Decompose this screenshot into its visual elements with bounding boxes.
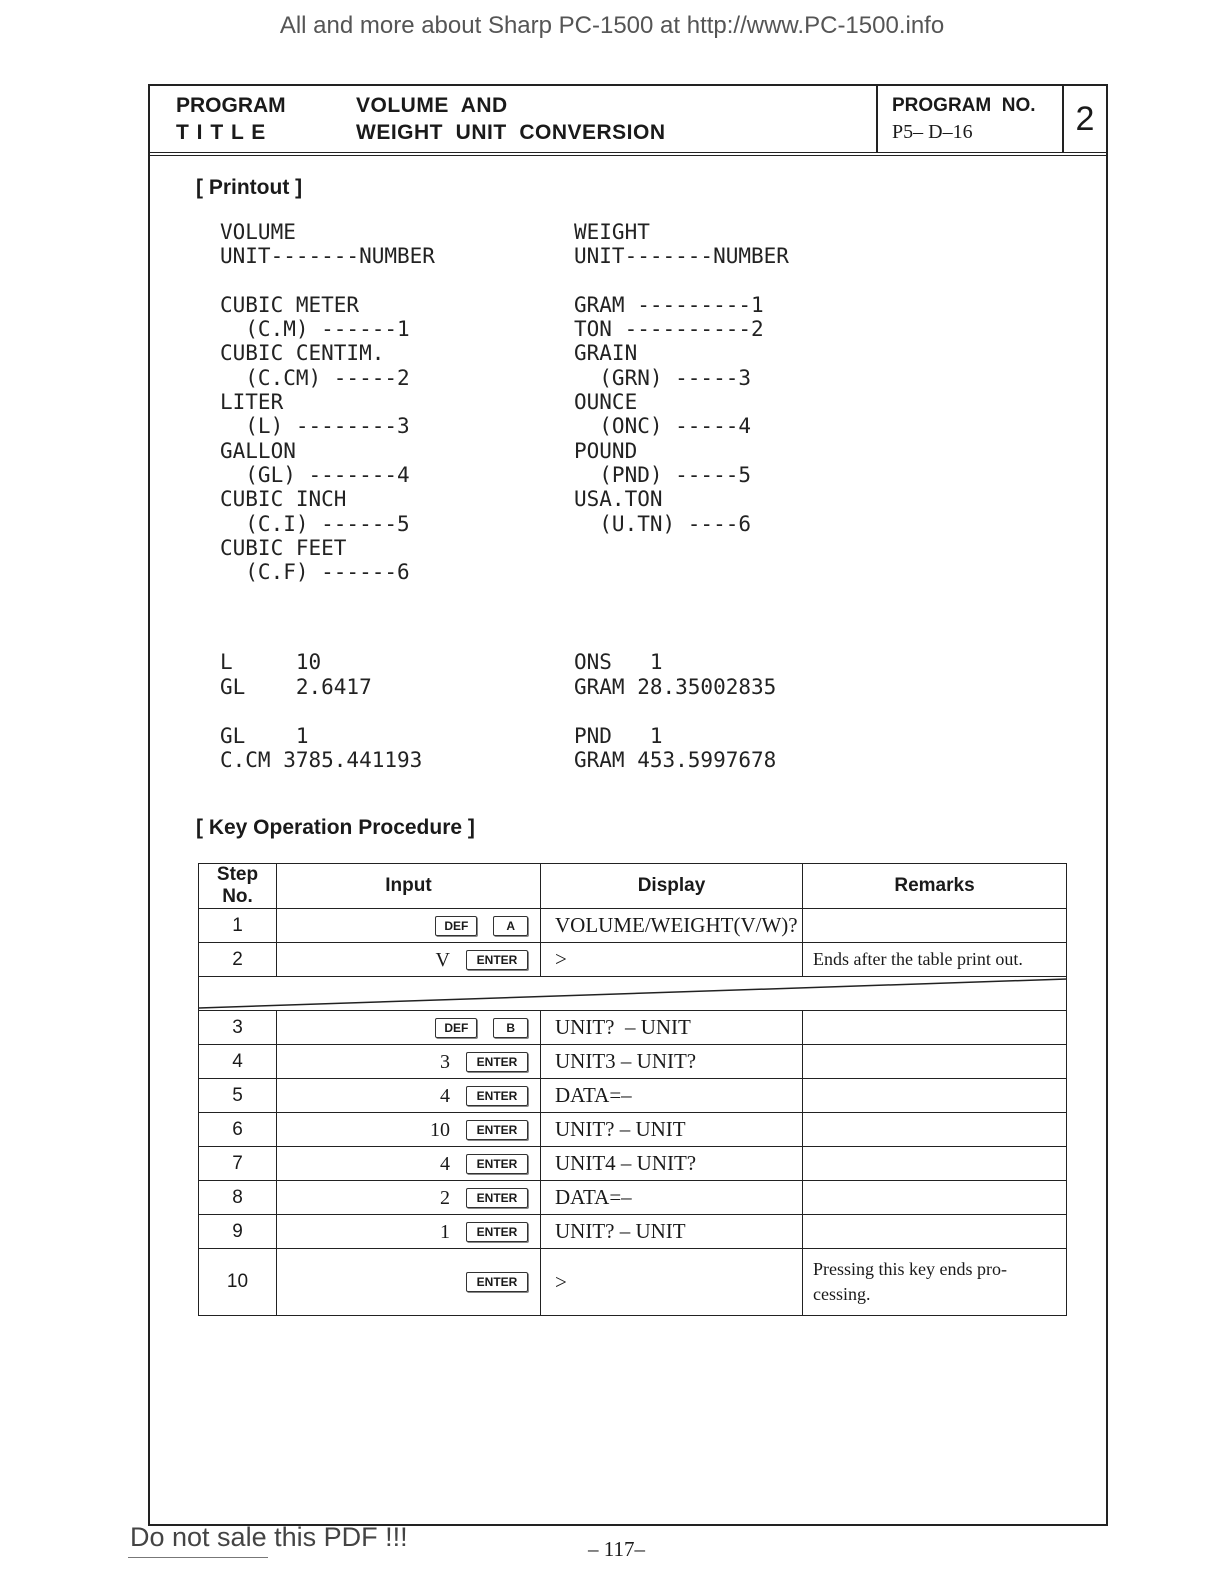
step-display: > — [541, 943, 803, 977]
step-number: 6 — [199, 1113, 277, 1147]
step-input — [277, 1011, 541, 1045]
table-row — [199, 1079, 1067, 1113]
step-input — [277, 909, 541, 943]
input-value: 10 — [430, 1118, 450, 1141]
col-remarks: Remarks — [803, 864, 1067, 909]
step-display: DATA=– — [541, 1079, 803, 1113]
step-remarks — [803, 1147, 1067, 1181]
volume-results: L 10 GL 2.6417 GL 1 C.CM 3785.441193 — [220, 650, 423, 772]
table-row — [199, 1045, 1067, 1079]
footer-notice: Do not sale this PDF !!! — [130, 1522, 408, 1552]
table-row — [199, 1181, 1067, 1215]
printout-heading: [ Printout ] — [196, 176, 303, 199]
step-remarks — [803, 1113, 1067, 1147]
page-number: – 117– — [588, 1537, 645, 1561]
weight-unit-list: WEIGHT UNIT-------NUMBER GRAM ---------1 TON ----------2 GRAIN (GRN) -----3 OUNCE (ONC) -----4 POUND (PND) -----5 USA.TON (U.TN) ----6 — [574, 220, 789, 536]
break-cell — [199, 977, 1067, 1011]
program-code: P5– D–16 — [892, 121, 973, 143]
step-input — [277, 1147, 541, 1181]
program-number-box — [876, 86, 1064, 152]
a-key: A — [493, 916, 528, 936]
step-display: VOLUME/WEIGHT(V/W)? — [541, 909, 803, 943]
enter-key: ENTER — [466, 1154, 528, 1174]
step-input — [277, 1215, 541, 1249]
step-input — [277, 943, 541, 977]
step-number: 3 — [199, 1011, 277, 1045]
step-number: 7 — [199, 1147, 277, 1181]
step-display: UNIT3 – UNIT? — [541, 1045, 803, 1079]
step-input — [277, 1113, 541, 1147]
table-row — [199, 1011, 1067, 1045]
table-row — [199, 1249, 1067, 1316]
input-value: 2 — [440, 1186, 450, 1209]
site-banner: All and more about Sharp PC-1500 at http://www.PC-1500.info — [279, 12, 945, 39]
col-input: Input — [277, 864, 541, 909]
step-display: UNIT4 – UNIT? — [541, 1147, 803, 1181]
weight-results: ONS 1 GRAM 28.35002835 PND 1 GRAM 453.5997678 — [574, 650, 777, 772]
input-value: 3 — [440, 1050, 450, 1073]
program-number: 2 — [1075, 100, 1095, 138]
document-frame — [148, 84, 1108, 1526]
step-display: DATA=– — [541, 1181, 803, 1215]
step-input — [277, 1181, 541, 1215]
step-remarks — [803, 1079, 1067, 1113]
step-display: UNIT? – UNIT — [541, 1215, 803, 1249]
step-input — [277, 1249, 541, 1316]
step-number: 10 — [199, 1249, 277, 1316]
program-label-line2: T I T L E — [176, 121, 267, 144]
table-header-row — [199, 864, 1067, 909]
def-key: DEF — [435, 1018, 477, 1038]
step-remarks — [803, 1181, 1067, 1215]
input-value: V — [435, 948, 450, 971]
def-key: DEF — [435, 916, 477, 936]
enter-key: ENTER — [466, 1052, 528, 1072]
step-number: 9 — [199, 1215, 277, 1249]
col-display: Display — [541, 864, 803, 909]
table-row — [199, 1147, 1067, 1181]
table-row — [199, 1113, 1067, 1147]
enter-key: ENTER — [466, 950, 528, 970]
program-title-line2: WEIGHT UNIT CONVERSION — [356, 121, 666, 144]
step-number: 4 — [199, 1045, 277, 1079]
program-label-line1: PROGRAM — [176, 94, 286, 117]
step-input — [277, 1045, 541, 1079]
step-display: UNIT? – UNIT — [541, 1011, 803, 1045]
step-remarks — [803, 1045, 1067, 1079]
step-display: UNIT? – UNIT — [541, 1113, 803, 1147]
program-title-line1: VOLUME AND — [356, 94, 508, 117]
table-row — [199, 909, 1067, 943]
step-number: 5 — [199, 1079, 277, 1113]
step-remarks — [803, 1215, 1067, 1249]
step-remarks: Pressing this key ends pro-cessing. — [803, 1249, 1067, 1316]
table-row — [199, 943, 1067, 977]
enter-key: ENTER — [466, 1188, 528, 1208]
step-display: > — [541, 1249, 803, 1316]
step-number: 1 — [199, 909, 277, 943]
footer-underline — [128, 1557, 268, 1558]
enter-key: ENTER — [466, 1086, 528, 1106]
enter-key: ENTER — [466, 1272, 528, 1292]
input-value: 4 — [440, 1084, 450, 1107]
step-input — [277, 1079, 541, 1113]
b-key: B — [493, 1018, 528, 1038]
volume-unit-list: VOLUME UNIT-------NUMBER CUBIC METER (C.M) ------1 CUBIC CENTIM. (C.CM) -----2 LITER (L) --------3 GALLON (GL) -------4 CUBIC INCH (C.I) ------5 CUBIC FEET (C.F) ------6 — [220, 220, 435, 585]
program-title-label — [176, 92, 286, 146]
table-row — [199, 1215, 1067, 1249]
program-title — [356, 92, 666, 146]
program-number-label: PROGRAM NO. — [892, 95, 1036, 116]
program-header — [150, 86, 1106, 156]
procedure-heading: [ Key Operation Procedure ] — [196, 816, 475, 839]
step-number: 8 — [199, 1181, 277, 1215]
input-value: 4 — [440, 1152, 450, 1175]
step-remarks: Ends after the table print out. — [803, 943, 1067, 977]
enter-key: ENTER — [466, 1222, 528, 1242]
col-step: Step No. — [199, 864, 277, 909]
table-break-row — [199, 977, 1067, 1011]
step-number: 2 — [199, 943, 277, 977]
break-line — [199, 977, 1067, 1010]
key-operation-table — [198, 863, 1067, 1316]
enter-key: ENTER — [466, 1120, 528, 1140]
step-remarks — [803, 909, 1067, 943]
step-remarks — [803, 1011, 1067, 1045]
input-value: 1 — [440, 1220, 450, 1243]
